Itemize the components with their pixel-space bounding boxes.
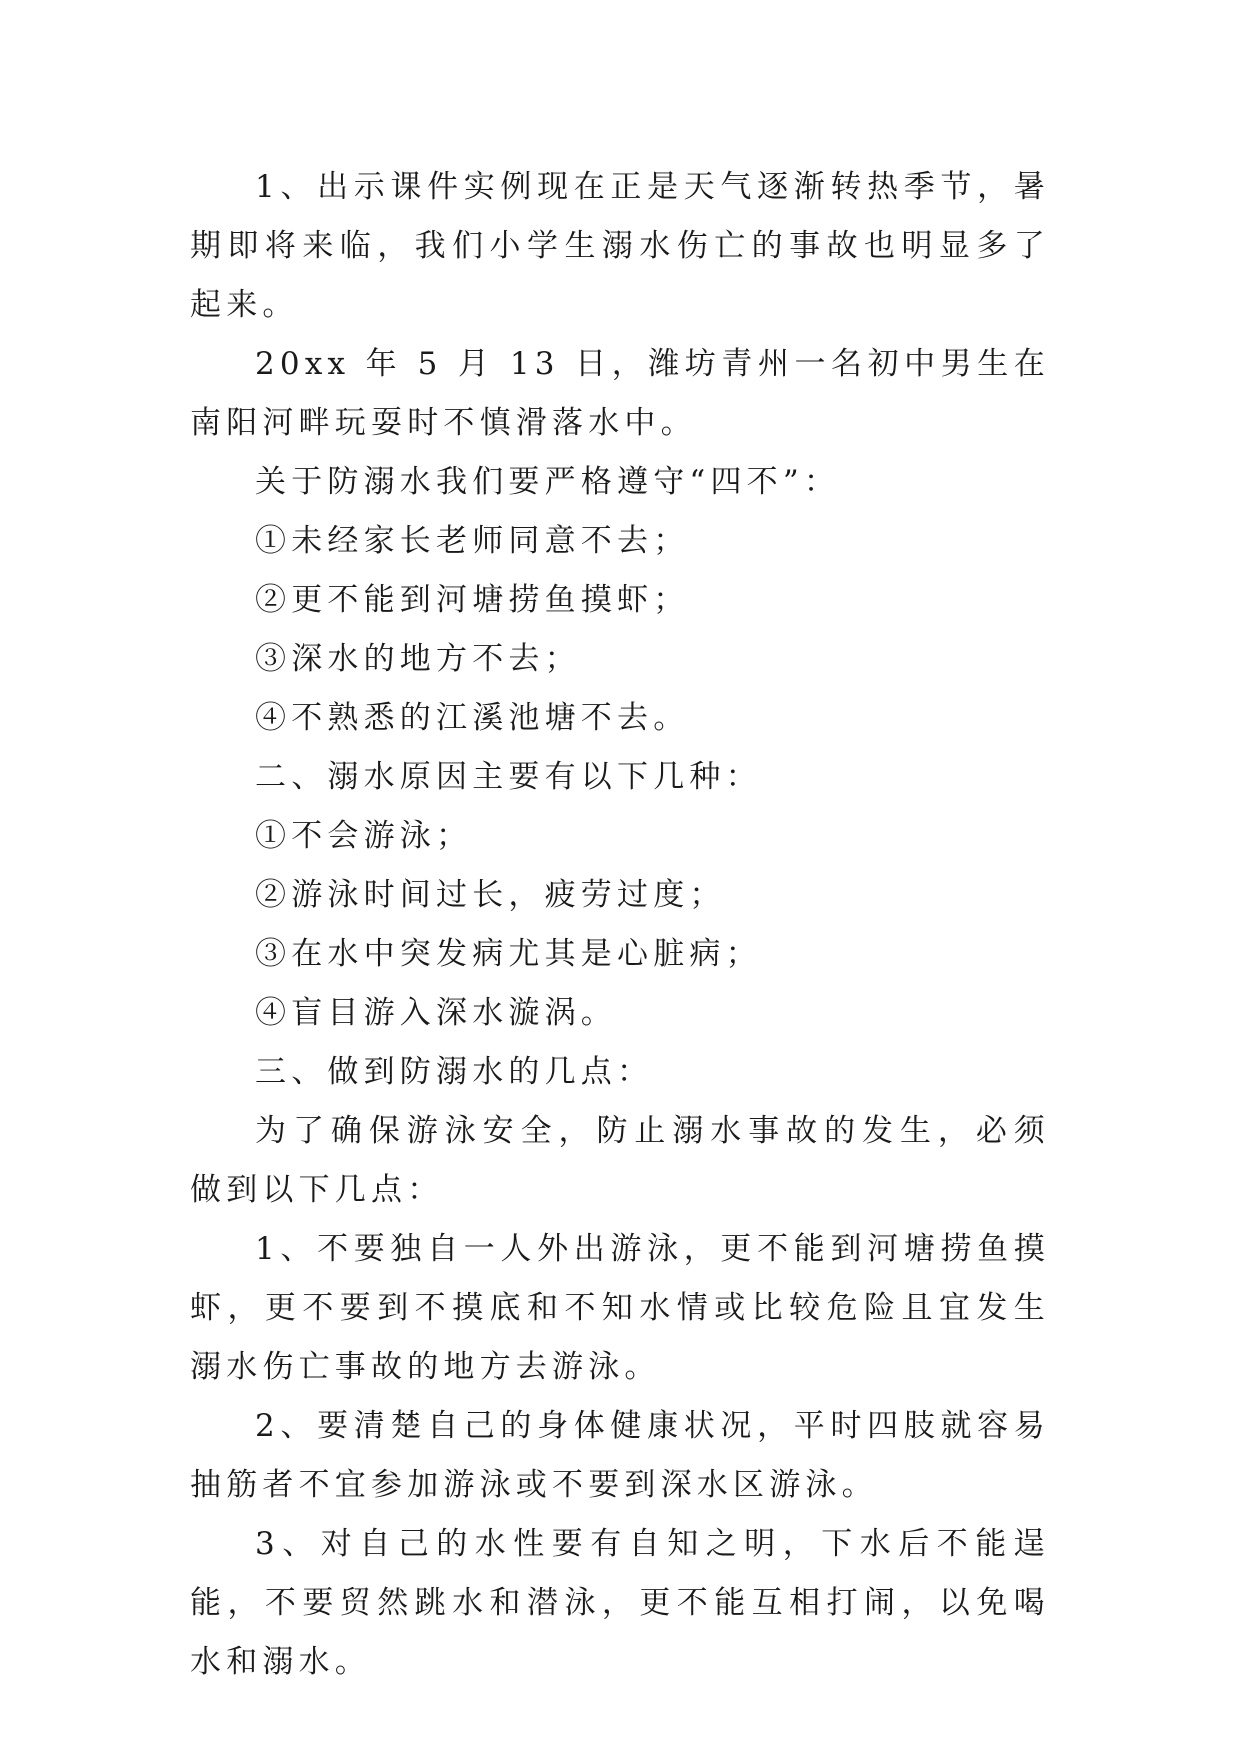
section-heading-causes: 二、溺水原因主要有以下几种： <box>255 759 762 795</box>
list-item-cause-3: ③在水中突发病尤其是心脏病； <box>255 936 762 972</box>
list-item-rule-3: ③深水的地方不去； <box>255 641 581 677</box>
paragraph-prevention-1: 1、不要独自一人外出游泳，更不能到河塘捞鱼摸虾，更不要到不摸底和不知水情或比较危险且宜发生溺水伤亡事故的地方去游泳。 <box>190 1231 1050 1385</box>
paragraph-prevention-2: 2、要清楚自己的身体健康状况，平时四肢就容易抽筋者不宜参加游泳或不要到深水区游泳。 <box>190 1408 1050 1503</box>
paragraph-incident: 20xx 年 5 月 13 日，潍坊青州一名初中男生在南阳河畔玩耍时不慎滑落水中。 <box>190 346 1050 441</box>
list-item-cause-2: ②游泳时间过长，疲劳过度； <box>255 877 726 913</box>
paragraph-prevention-intro: 为了确保游泳安全，防止溺水事故的发生，必须做到以下几点： <box>190 1113 1050 1208</box>
list-item-rule-4: ④不熟悉的江溪池塘不去。 <box>255 700 690 736</box>
paragraph-four-rules-heading: 关于防溺水我们要严格遵守“四不”： <box>255 464 841 500</box>
list-item-cause-4: ④盲目游入深水漩涡。 <box>255 995 617 1031</box>
section-heading-prevention: 三、做到防溺水的几点： <box>255 1054 654 1090</box>
document-body <box>190 158 1050 1692</box>
list-item-rule-1: ①未经家长老师同意不去； <box>255 523 690 559</box>
list-item-cause-1: ①不会游泳； <box>255 818 473 854</box>
paragraph-intro-example: 1、出示课件实例现在正是天气逐渐转热季节，暑期即将来临，我们小学生溺水伤亡的事故也明显多了起来。 <box>190 169 1050 323</box>
paragraph-prevention-3: 3、对自己的水性要有自知之明，下水后不能逞能，不要贸然跳水和潜泳，更不能互相打闹，以免喝水和溺水。 <box>190 1526 1050 1680</box>
list-item-rule-2: ②更不能到河塘捞鱼摸虾； <box>255 582 690 618</box>
